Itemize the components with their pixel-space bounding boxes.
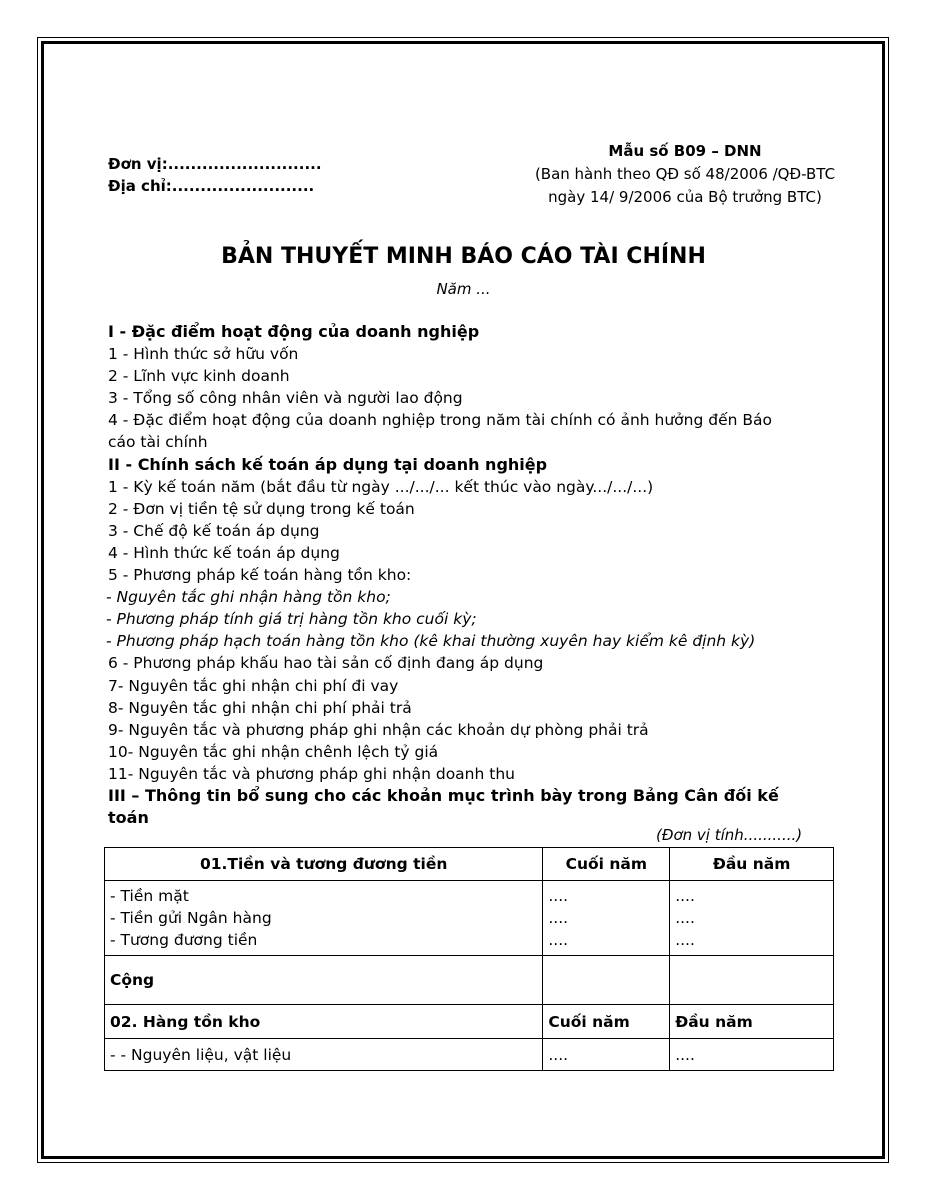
total-label: Cộng [105,956,543,1005]
col-start-year: Đầu năm [670,848,834,881]
form-issued-line1: (Ban hành theo QĐ số 48/2006 /QĐ-BTC [534,165,836,183]
section1-item: 1 - Hình thức sở hữu vốn [108,345,299,364]
section2-subitem: - Nguyên tắc ghi nhận hàng tồn kho; [106,588,391,607]
section2-item: 3 - Chế độ kế toán áp dụng [108,521,320,540]
form-issued-line2: ngày 14/ 9/2006 của Bộ trưởng BTC) [548,188,822,206]
table-section1-title: 01.Tiền và tương đương tiền [105,848,543,881]
start-value: .... [675,931,695,949]
document-title: BẢN THUYẾT MINH BÁO CÁO TÀI CHÍNH [221,244,706,269]
section3-heading-line1: III – Thông tin bổ sung cho các khoản mục trình bày trong Bảng Cân đối kế [108,785,779,805]
cash-item: - Tương đương tiền [110,931,258,949]
section1-heading: I - Đặc điểm hoạt động của doanh nghiệp [108,322,480,341]
document-body [108,321,828,829]
col-end-year: Cuối năm [543,848,670,881]
section2-col-start: Đầu năm [670,1005,834,1039]
section3-heading-line2: toán [108,808,149,828]
inventory-item: - - Nguyên liệu, vật liệu [105,1039,543,1071]
financial-table [104,847,834,1071]
form-number: Mẫu số B09 – DNN [608,142,762,160]
section2-subitem: - Phương pháp tính giá trị hàng tồn kho cuối kỳ; [106,610,477,629]
section2-item: 5 - Phương pháp kế toán hàng tồn kho: [108,566,412,585]
section2-item: 7- Nguyên tắc ghi nhận chi phí đi vay [108,676,399,695]
unit-label: Đơn vị:........................... [108,155,322,173]
section1-item: 2 - Lĩnh vực kinh doanh [108,367,290,386]
start-value: .... [675,909,695,927]
end-value: .... [548,909,569,927]
inventory-start: .... [670,1039,834,1071]
inventory-end: .... [543,1039,670,1071]
table-header-row [105,848,834,881]
unit-note: (Đơn vị tính...........) [656,826,803,844]
address-label: Địa chỉ:......................... [108,177,315,195]
table-row [105,881,834,956]
section2-item: 1 - Kỳ kế toán năm (bắt đầu từ ngày .../.../... kết thúc vào ngày.../.../...) [108,477,654,496]
cash-item: - Tiền mặt [110,887,189,905]
section2-item: 4 - Hình thức kế toán áp dụng [108,543,340,562]
start-values-cell [670,881,834,956]
cash-item: - Tiền gửi Ngân hàng [110,909,272,927]
section2-subitem: - Phương pháp hạch toán hàng tồn kho (kê khai thường xuyên hay kiểm kê định kỳ) [106,632,756,651]
section1-item: cáo tài chính [108,433,208,452]
form-info [510,140,860,209]
table-section2-row [105,1005,834,1039]
section2-heading: II - Chính sách kế toán áp dụng tại doanh nghiệp [108,454,548,474]
end-value: .... [548,931,569,949]
section2-item: 6 - Phương pháp khấu hao tài sản cố định đang áp dụng [108,654,544,673]
table-total-row [105,956,834,1005]
total-start-cell [670,956,834,1005]
section2-col-end: Cuối năm [543,1005,670,1039]
section2-item: 2 - Đơn vị tiền tệ sử dụng trong kế toán [108,499,415,518]
end-values-cell [543,881,670,956]
table-row [105,1039,834,1071]
section2-item: 11- Nguyên tắc và phương pháp ghi nhận doanh thu [108,764,515,783]
unit-info [108,153,322,197]
table-section2-title: 02. Hàng tồn kho [105,1005,543,1039]
section2-item: 10- Nguyên tắc ghi nhận chênh lệch tỷ giá [108,742,439,761]
end-value: .... [548,887,569,905]
start-value: .... [675,887,695,905]
document-year: Năm ... [436,280,491,298]
section2-item: 9- Nguyên tắc và phương pháp ghi nhận các khoản dự phòng phải trả [108,720,649,739]
section1-item: 4 - Đặc điểm hoạt động của doanh nghiệp trong năm tài chính có ảnh hưởng đến Báo [108,411,772,430]
total-end-cell [543,956,670,1005]
section2-item: 8- Nguyên tắc ghi nhận chi phí phải trả [108,698,412,717]
section1-item: 3 - Tổng số công nhân viên và người lao động [108,389,463,408]
cash-items-cell [105,881,543,956]
